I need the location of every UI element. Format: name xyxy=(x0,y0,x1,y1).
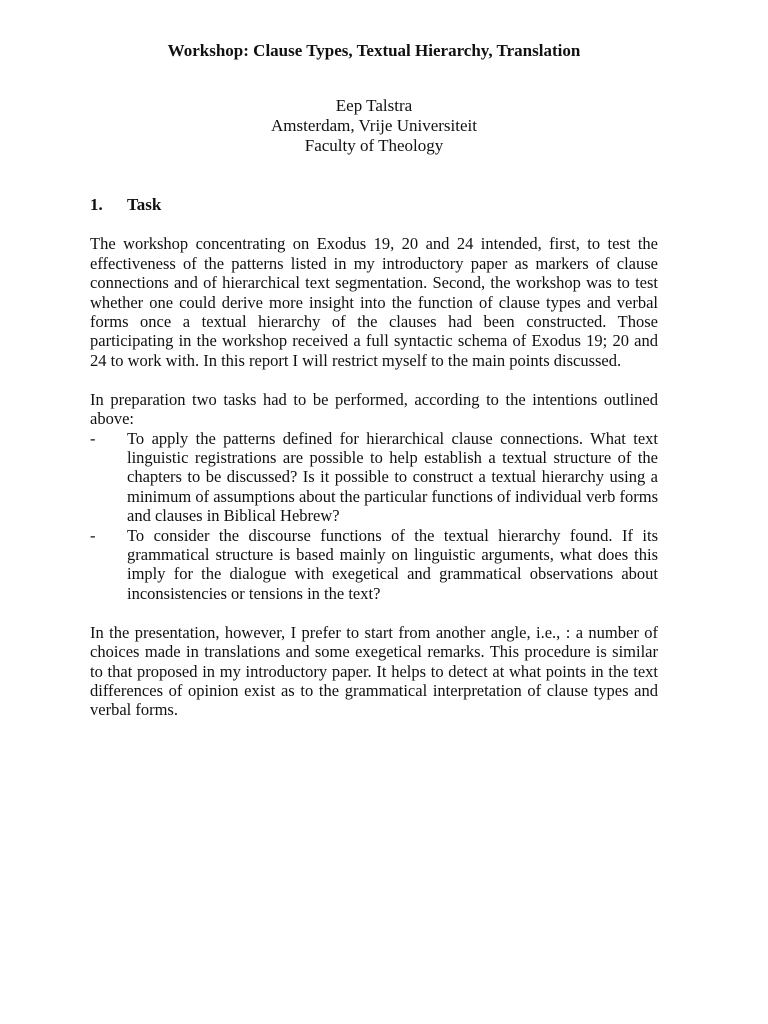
list-item xyxy=(90,429,658,526)
paragraph-1: The workshop concentrating on Exodus 19, 20 and 24 intended, first, to test the effectiveness of the patterns listed in my introductory paper as markers of clause connections and of hierarchical text segmentation. Second, the workshop was to test whether one could derive more insight into the function of clause types and verbal forms once a textual hierarchy of the clauses had been constructed. Those participating in the workshop received a full syntactic schema of Exodus 19; 20 and 24 to work with. In this report I will restrict myself to the main points discussed. xyxy=(90,234,658,370)
document-title: Workshop: Clause Types, Textual Hierarchy, Translation xyxy=(167,41,581,60)
affiliation-line-2: Faculty of Theology xyxy=(304,136,444,155)
list-marker: - xyxy=(90,525,96,545)
author-name: Eep Talstra xyxy=(335,96,413,115)
document-page xyxy=(90,40,658,739)
affiliation-line-1: Amsterdam, Vrije Universiteit xyxy=(271,116,477,135)
task-list xyxy=(90,429,658,604)
list-item-text: To consider the discourse functions of the textual hierarchy found. If its grammatical structure is based mainly on linguistic arguments, what does this imply for the dialogue with exegetical and grammatical observations about inconsistencies or tensions in the text? xyxy=(127,525,658,603)
section-title: Task xyxy=(127,195,162,214)
list-item-text: To apply the patterns defined for hierarchical clause connections. What text linguistic registrations are possible to help establish a textual structure of the chapters to be discussed? Is it possible to construct a textual hierarchy using a minimum of assumptions about the particular functions of individual verb forms and clauses in Biblical Hebrew? xyxy=(127,428,658,526)
section-heading xyxy=(90,195,658,214)
list-marker: - xyxy=(90,428,96,448)
paragraph-3: In the presentation, however, I prefer to start from another angle, i.e., : a number of choices made in translations and some exegetical remarks. This procedure is similar to that proposed in my introductory paper. It helps to detect at what points in the text differences of opinion exist as to the grammatical interpretation of clause types and verbal forms. xyxy=(90,622,658,720)
author-block xyxy=(90,96,658,156)
list-item xyxy=(90,526,658,604)
section-number: 1. xyxy=(90,195,103,214)
paragraph-2-intro: In preparation two tasks had to be performed, according to the intentions outlined above: xyxy=(90,389,658,429)
